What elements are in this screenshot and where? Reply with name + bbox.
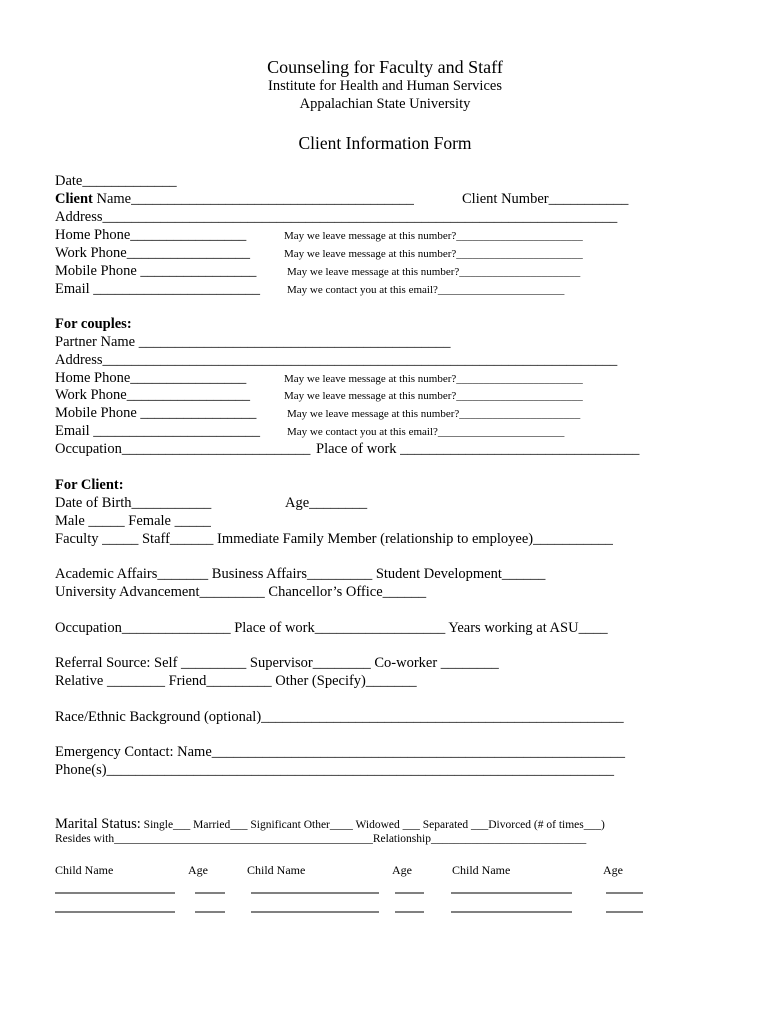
marital-status-options[interactable]: Single___ Married___ Significant Other____ Widowed ___ Separated ___Divorced (# of times___) — [140, 819, 605, 831]
emergency-contact-phone-field[interactable]: Phone(s)______________________________________________________________________ — [55, 762, 615, 778]
partner-occupation-field[interactable]: Occupation__________________________ — [55, 441, 311, 457]
partner-name-field[interactable]: Partner Name ___________________________________________ — [55, 334, 451, 350]
client-number-field[interactable]: Client Number___________ — [462, 191, 629, 207]
affiliation-fields[interactable]: Faculty _____ Staff______ Immediate Family Member (relationship to employee)___________ — [55, 531, 613, 547]
gender-fields[interactable]: Male _____ Female _____ — [55, 513, 211, 529]
partner-email-contact-field[interactable]: May we contact you at this email?_______________________ — [287, 426, 565, 438]
age-header-2: Age — [392, 863, 412, 877]
for-client-heading: For Client: — [55, 477, 124, 493]
client-mobile-message-field[interactable]: May we leave message at this number?______________________ — [287, 266, 581, 278]
referral-source-row-1[interactable]: Referral Source: Self _________ Supervisor________ Co-worker ________ — [55, 655, 499, 671]
partner-place-of-work-field[interactable]: Place of work _________________________________ — [316, 441, 640, 457]
client-name-bold-label: Client — [55, 191, 93, 207]
age-header-1: Age — [188, 863, 208, 877]
age-header-3: Age — [603, 863, 623, 877]
client-work-phone-field[interactable]: Work Phone_________________ — [55, 245, 250, 261]
client-email-contact-field[interactable]: May we contact you at this email?_______________________ — [287, 284, 565, 296]
division-fields-row-2[interactable]: University Advancement_________ Chancellor’s Office______ — [55, 584, 427, 600]
client-work-message-field[interactable]: May we leave message at this number?_______________________ — [284, 248, 583, 260]
client-occupation-fields[interactable]: Occupation_______________ Place of work__________________ Years working at ASU____ — [55, 620, 608, 636]
partner-mobile-message-field[interactable]: May we leave message at this number?______________________ — [287, 408, 581, 420]
partner-work-message-field[interactable]: May we leave message at this number?_______________________ — [284, 390, 583, 402]
partner-home-message-field[interactable]: May we leave message at this number?_______________________ — [284, 373, 583, 385]
emergency-contact-name-field[interactable]: Emergency Contact: Name_________________________________________________________ — [55, 744, 626, 760]
child-name-header-2: Child Name — [247, 863, 306, 877]
referral-source-row-2[interactable]: Relative ________ Friend_________ Other (Specify)_______ — [55, 673, 417, 689]
date-field[interactable]: Date_____________ — [55, 173, 177, 189]
form-title: Client Information Form — [298, 133, 472, 153]
race-ethnic-field[interactable]: Race/Ethnic Background (optional)__________________________________________________ — [55, 709, 624, 725]
client-address-field[interactable]: Address_______________________________________________________________________ — [55, 209, 618, 225]
partner-home-phone-field[interactable]: Home Phone________________ — [55, 370, 247, 386]
client-home-message-field[interactable]: May we leave message at this number?_______________________ — [284, 230, 583, 242]
couples-heading: For couples: — [55, 316, 132, 332]
division-fields-row-1[interactable]: Academic Affairs_______ Business Affairs_________ Student Development______ — [55, 566, 546, 582]
partner-email-field[interactable]: Email _______________________ — [55, 423, 261, 439]
child-name-header-3: Child Name — [452, 863, 511, 877]
form-header-subtitle-university: Appalachian State University — [299, 96, 471, 112]
client-home-phone-field[interactable]: Home Phone________________ — [55, 227, 247, 243]
client-email-field[interactable]: Email _______________________ — [55, 281, 261, 297]
partner-address-field[interactable]: Address_______________________________________________________________________ — [55, 352, 618, 368]
resides-with-field[interactable]: Resides with_____________________________________________Relationship___________________________ — [55, 833, 587, 845]
partner-work-phone-field[interactable]: Work Phone_________________ — [55, 387, 250, 403]
form-header-title: Counseling for Faculty and Staff — [267, 57, 503, 77]
client-mobile-phone-field[interactable]: Mobile Phone ________________ — [55, 263, 257, 279]
marital-status-label: Marital Status: — [55, 816, 141, 832]
child-name-header-1: Child Name — [55, 863, 114, 877]
client-name-rest: Name_______________________________________ — [92, 191, 414, 207]
age-field[interactable]: Age________ — [285, 495, 368, 511]
date-of-birth-field[interactable]: Date of Birth___________ — [55, 495, 212, 511]
form-header-subtitle-institute: Institute for Health and Human Services — [268, 78, 502, 94]
partner-mobile-phone-field[interactable]: Mobile Phone ________________ — [55, 405, 257, 421]
